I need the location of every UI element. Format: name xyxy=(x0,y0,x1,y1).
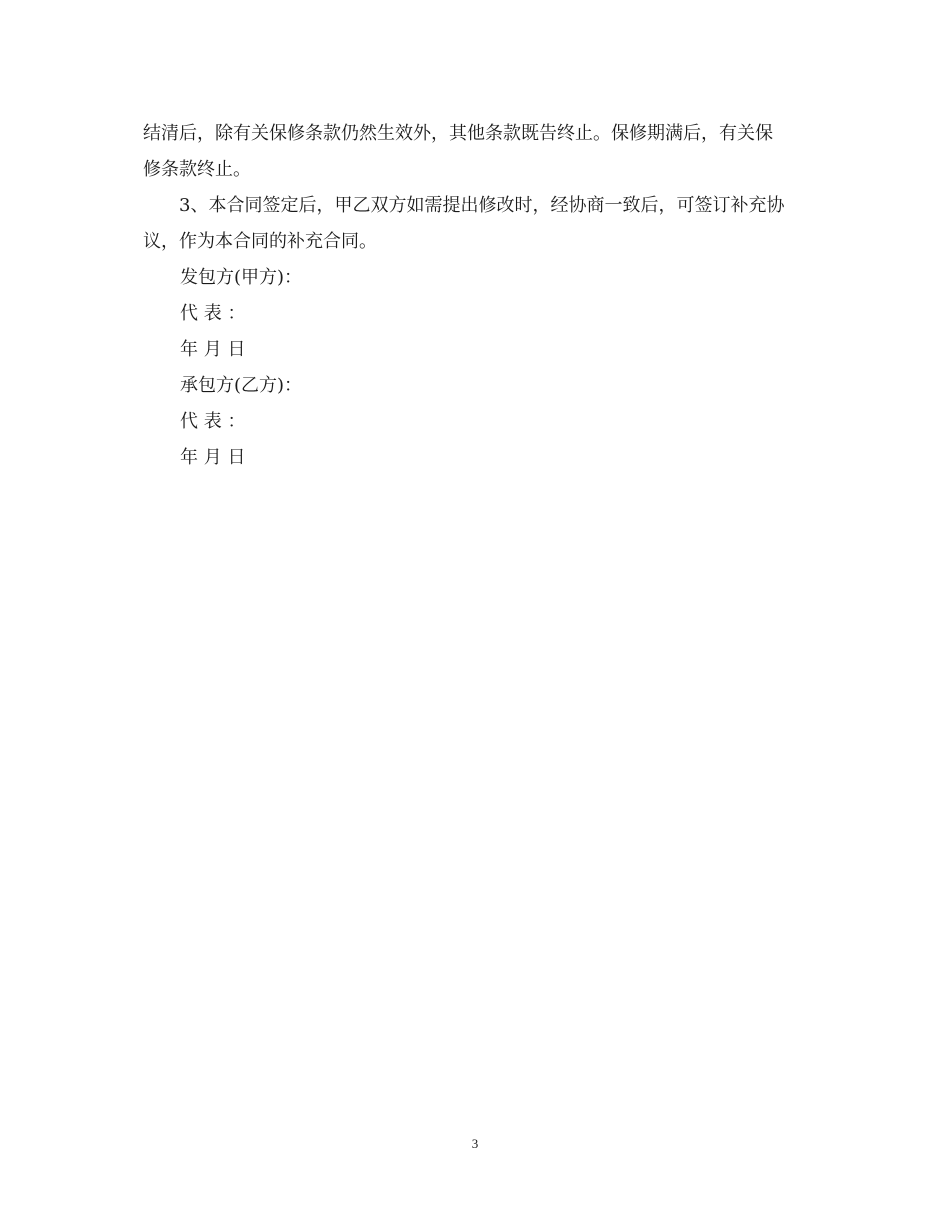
party-b-label: 承包方(乙方)： xyxy=(180,375,303,396)
party-a-label: 发包方(甲方)： xyxy=(180,267,303,288)
text-line: 3、本合同签定后，甲乙双方如需提出修改时，经协商一致后，可签订补充协 xyxy=(179,195,785,216)
party-a-representative: 代 表 ： xyxy=(180,303,246,324)
party-a-date: 年 月 日 xyxy=(180,339,246,360)
signature-block xyxy=(143,260,808,476)
paragraph-clause-continuation xyxy=(143,116,808,188)
text-line: 修条款终止。 xyxy=(143,159,251,180)
text-line: 议，作为本合同的补充合同。 xyxy=(143,231,377,252)
paragraph-clause-3 xyxy=(143,188,808,260)
page-number: 3 xyxy=(471,1136,479,1151)
party-b-date: 年 月 日 xyxy=(180,447,246,468)
party-b-representative: 代 表 ： xyxy=(180,411,246,432)
document-body xyxy=(143,116,808,476)
text-line: 结清后，除有关保修条款仍然生效外，其他条款既告终止。保修期满后，有关保 xyxy=(143,123,773,144)
